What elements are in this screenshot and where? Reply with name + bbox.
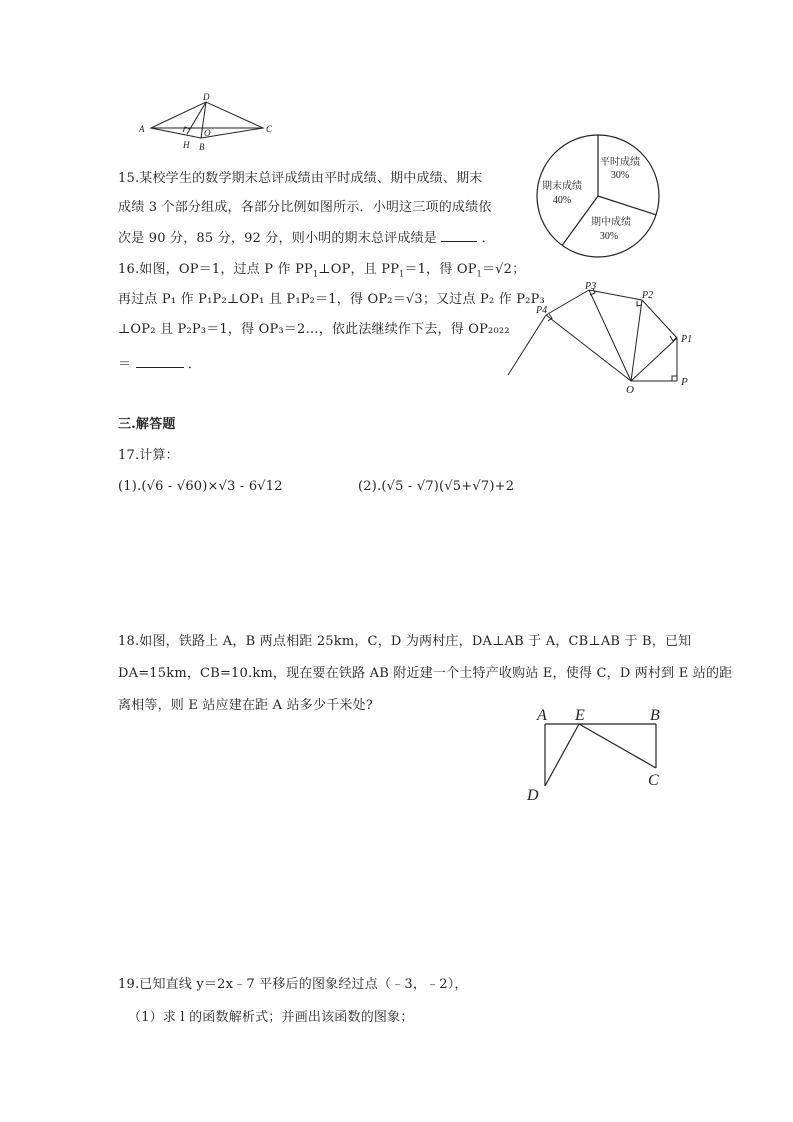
q15-answer-blank (441, 229, 477, 242)
q17-part1: (1).(√6 - √60)×√3 - 6√12 (118, 479, 283, 494)
segment-p2p3 (589, 290, 642, 300)
label-O: O (204, 128, 211, 138)
q18-line1: 18.如图，铁路上 A，B 两点相距 25km，C，D 为两村庄，DA⊥AB 于 A，CB⊥AB 于 B，已知 (118, 634, 692, 649)
q16-line1-d: ＝√2； (481, 262, 526, 277)
segment-ed (545, 724, 579, 786)
q16-sub1: 1 (313, 269, 319, 279)
slice-divider-midterm (598, 196, 656, 215)
label-A: A (537, 707, 547, 724)
slice-value-midterm: 30% (599, 231, 619, 242)
label-H: H (183, 140, 190, 150)
q15-line1: 15.某校学生的数学期末总评成绩由平时成绩、期中成绩、期末 (118, 171, 483, 186)
q19-line1: 19.已知直线 y＝2x﹣7 平移后的图象经过点（﹣3，﹣2）， (118, 977, 468, 992)
segment-p1p2 (642, 300, 677, 338)
railway-figure (525, 704, 675, 804)
q17-part2: (2).(√5 - √7)(√5+√7)+2 (358, 479, 515, 494)
segment-op3 (589, 290, 631, 381)
q18-line3: 离相等，则 E 站应建在距 A 站多少千米处? (118, 698, 373, 713)
q16-sub2: 1 (399, 269, 405, 279)
q16-sub3: 1 (476, 269, 482, 279)
label-C: C (266, 124, 273, 134)
label-P2: P2 (642, 290, 654, 301)
segment-op1 (631, 338, 677, 381)
label-A: A (139, 124, 145, 134)
q18-line2: DA=15km，CB=10.km，现在要在铁路 AB 附近建一个土特产收购站 E，使得 C，D 两村到 E 站的距 (118, 666, 733, 681)
rhombus-figure (135, 92, 275, 162)
q16-line4-a: ＝ (118, 357, 132, 372)
q16-line4 (118, 355, 201, 373)
label-P3: P3 (585, 281, 597, 292)
slice-label-final: 期末成绩 (542, 181, 582, 192)
label-O: O (626, 384, 634, 396)
q16-line1-b: ⊥OP，且 PP (318, 262, 400, 277)
label-D: D (203, 92, 210, 102)
label-B: B (650, 707, 660, 724)
q16-line4-b: ． (187, 357, 202, 372)
q15-line3 (118, 229, 495, 247)
q15-line3-text: 次是 90 分，85 分，92 分，则小明的期末总评成绩是 (118, 231, 437, 246)
label-E: E (575, 707, 585, 724)
label-P4: P4 (536, 305, 548, 316)
segment-op2 (631, 300, 642, 381)
label-P: P (681, 376, 688, 388)
q16-line2: 再过点 P₁ 作 P₁P₂⊥OP₁ 且 P₁P₂＝1，得 OP₂＝√3；又过点 P₂ 作 P₂P₃ (118, 292, 545, 307)
q16-answer-blank (136, 355, 184, 368)
segment-p3p4 (546, 290, 589, 315)
label-B: B (199, 142, 205, 152)
slice-label-midterm: 期中成绩 (591, 217, 631, 228)
q16-line1 (118, 262, 525, 283)
q15-line2: 成绩 3 个部分组成，各部分比例如图所示．小明这三项的成绩依 (118, 200, 492, 215)
slice-value-regular: 30% (610, 170, 630, 181)
q19-line2: （1）求 l 的函数解析式；并画出该函数的图象； (128, 1010, 414, 1025)
segment-ec (579, 724, 656, 768)
label-P1: P1 (681, 334, 693, 345)
q16-line3: ⊥OP₂ 且 P₂P₃＝1，得 OP₃＝2…，依此法继续作下去，得 OP₂₀₂₂ (118, 322, 510, 337)
q17-title: 17.计算： (118, 448, 179, 463)
section-title: 三.解答题 (118, 417, 176, 432)
pie-chart (535, 133, 661, 259)
segment-continuation (508, 315, 546, 375)
segment-op4 (546, 315, 631, 381)
right-angle-p (672, 376, 677, 381)
slice-label-regular: 平时成绩 (600, 157, 640, 168)
spiral-figure (505, 280, 705, 400)
q15-line3-end: ． (481, 231, 495, 246)
q16-line1-c: ＝1，得 OP (404, 262, 477, 277)
slice-value-final: 40% (552, 195, 572, 206)
label-C: C (648, 772, 659, 789)
label-D: D (527, 787, 539, 804)
q16-line1-a: 16.如图，OP＝1，过点 P 作 PP (118, 262, 313, 277)
